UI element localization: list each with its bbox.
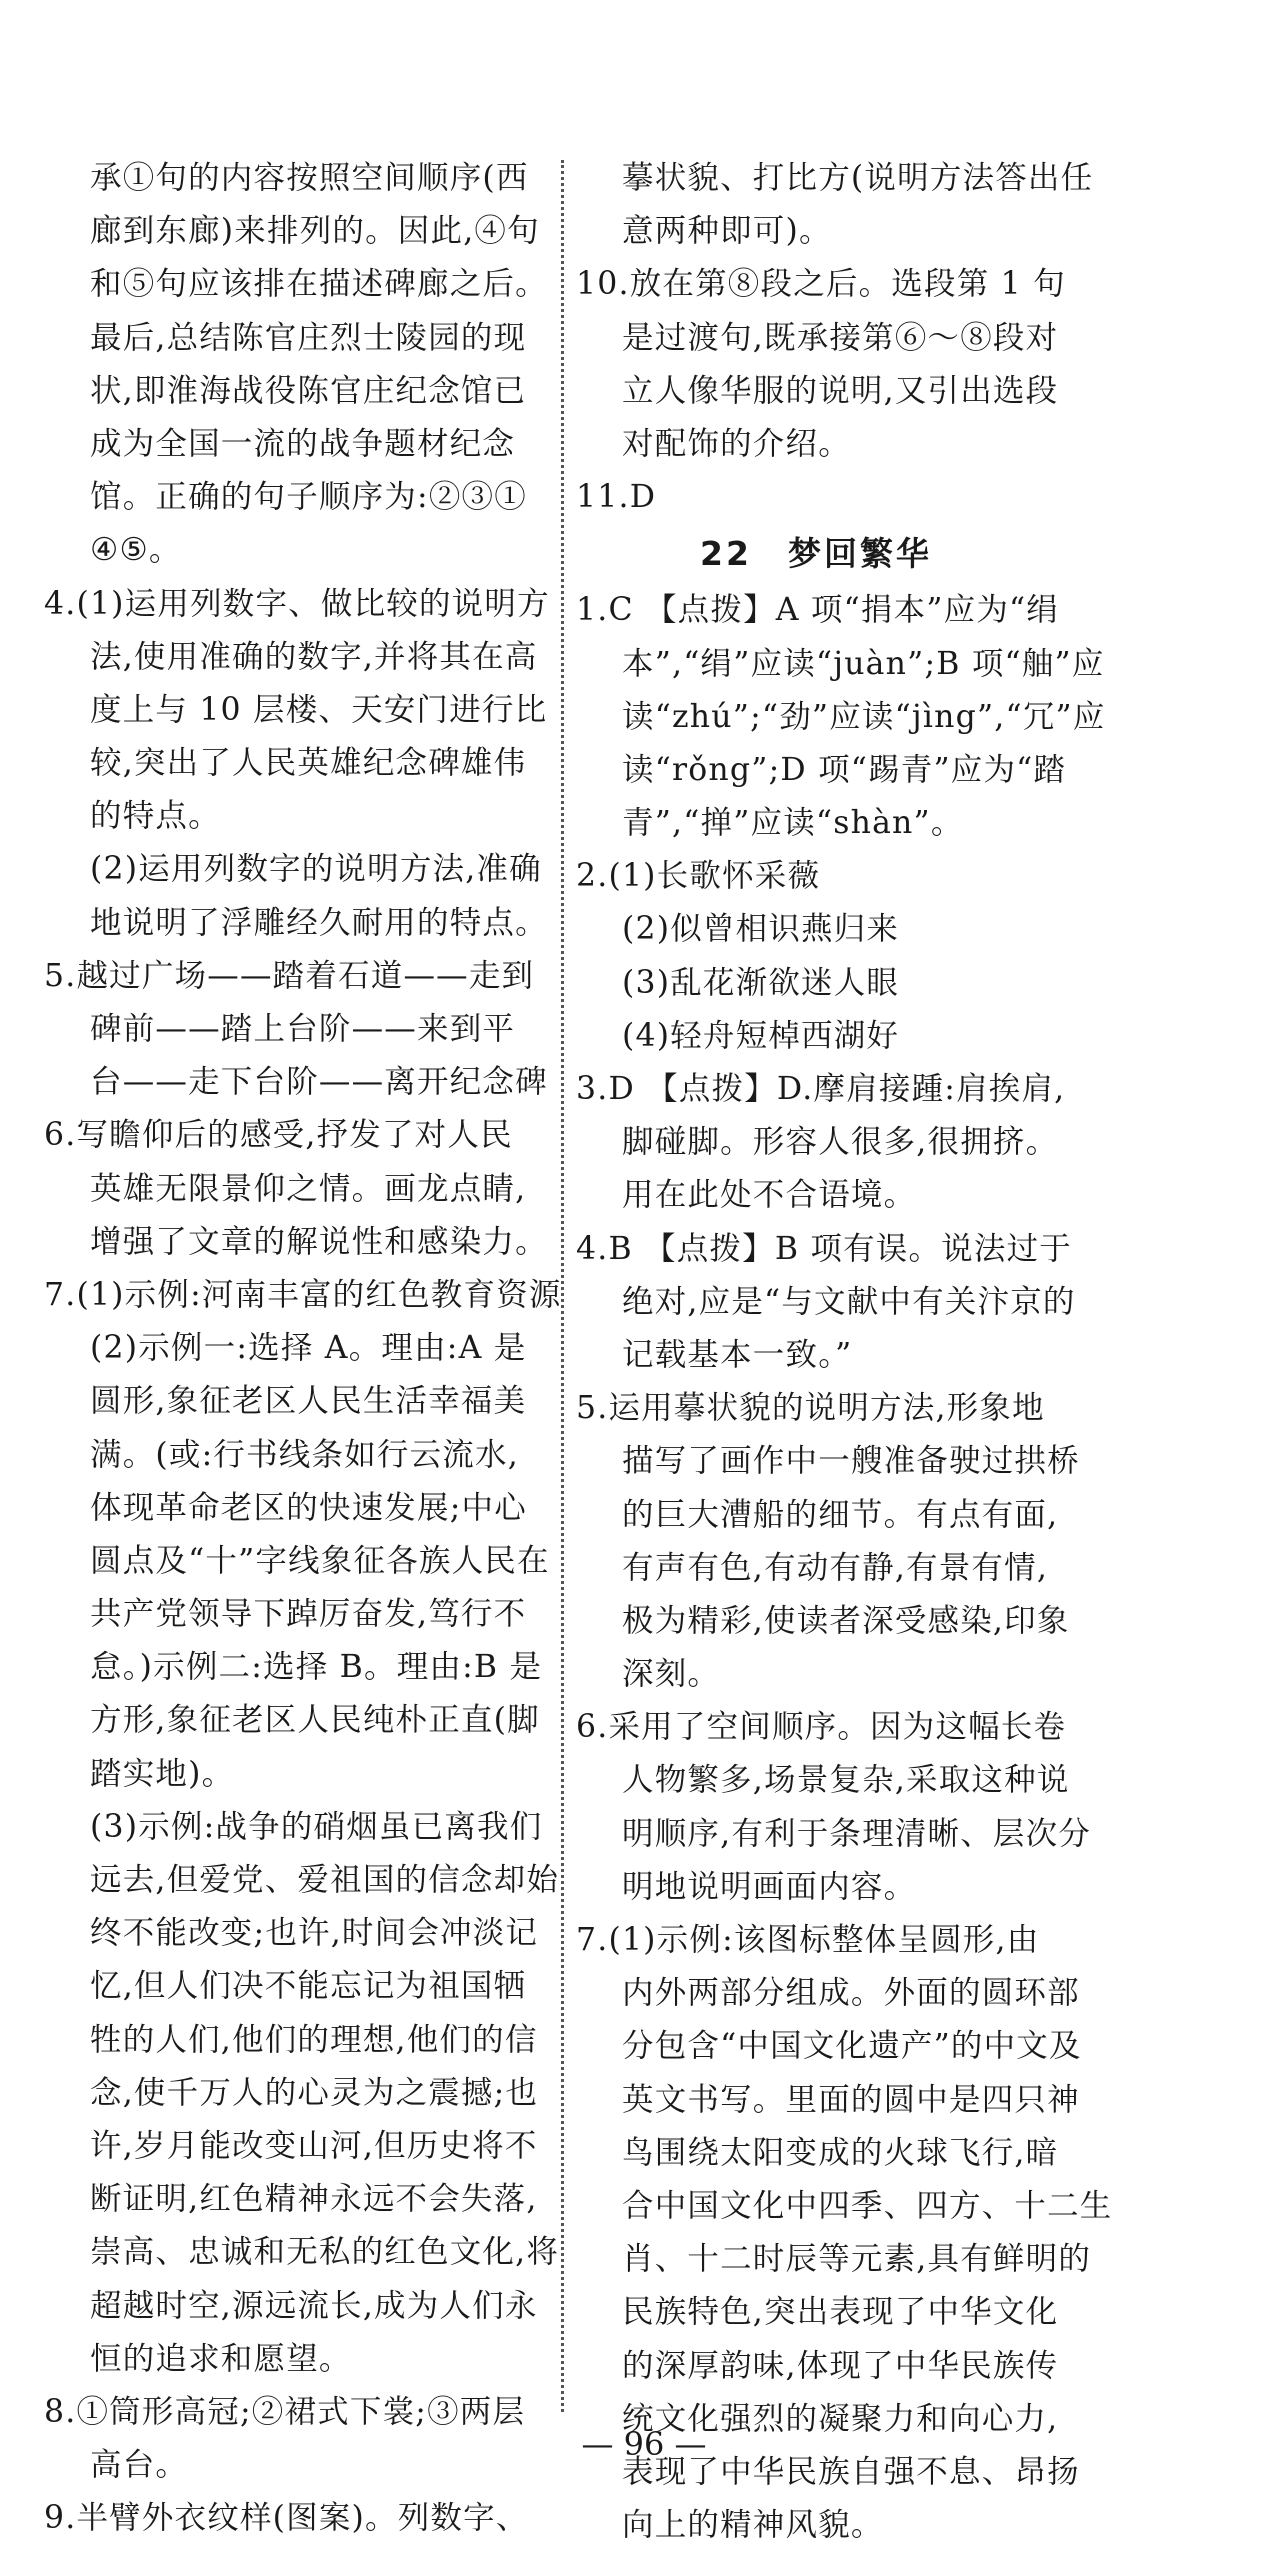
text-line: 念,使千万人的心灵为之震撼;也 [90,2074,539,2111]
text-line: 立人像华服的说明,又引出选段 [622,372,1059,409]
text-line: 较,突出了人民英雄纪念碑雄伟 [90,745,527,782]
text-line: 本”,“绢”应读“juàn”;B 项“舳”应 [622,645,1105,682]
text-line: 是过渡句,既承接第⑥～⑧段对 [622,319,1059,356]
text-line: 馆。正确的句子顺序为:②③① [90,479,527,516]
text-line: 度上与 10 层楼、天安门进行比 [90,691,548,728]
text-line: 表现了中华民族自强不息、昂扬 [622,2453,1080,2490]
text-line: 用在此处不合语境。 [622,1177,917,1214]
text-line: 明顺序,有利于条理清晰、层次分 [622,1815,1092,1852]
text-line: 最后,总结陈官庄烈士陵园的现 [90,319,527,356]
text-line: 读“zhú”;“劲”应读“jìng”,“冗”应 [622,698,1106,735]
text-line: 体现革命老区的快速发展;中心 [90,1489,527,1526]
page-number: — 96 — [581,2425,707,2463]
text-line: 内外两部分组成。外面的圆环部 [622,1975,1080,2012]
text-line: 分包含“中国文化遗产”的中文及 [622,2028,1082,2065]
text-line: 英文书写。里面的圆中是四只神 [622,2081,1080,2118]
text-line: 超越时空,源远流长,成为人们永 [90,2287,538,2324]
text-line: 肖、十二时辰等元素,具有鲜明的 [622,2241,1092,2278]
text-line: 鸟围绕太阳变成的火球飞行,暗 [622,2134,1059,2171]
text-line: 满。(或:行书线条如行云流水, [90,1436,519,1473]
text-line: 台——走下台阶——离开纪念碑 [90,1064,548,1101]
text-line: 2.(1)长歌怀采薇 [576,858,821,895]
text-line: 描写了画作中一艘准备驶过拱桥 [622,1443,1080,1480]
text-line: ④⑤。 [90,532,182,569]
text-line: 统文化强烈的凝聚力和向心力, [622,2400,1059,2437]
text-line: (3)示例:战争的硝烟虽已离我们 [90,1808,543,1845]
text-line: 的特点。 [90,798,221,835]
text-line: 5.运用摹状貌的说明方法,形象地 [576,1390,1045,1427]
text-line: (3)乱花渐欲迷人眼 [622,964,900,1001]
column-divider [561,160,564,2412]
text-line: 4.B 【点拨】B 项有误。说法过于 [576,1230,1072,1267]
text-line: 有声有色,有动有静,有景有情, [622,1549,1049,1586]
text-line: 10.放在第⑧段之后。选段第 1 句 [576,266,1066,303]
text-line: 圆点及“十”字线象征各族人民在 [90,1542,550,1579]
text-line: 9.半臂外衣纹样(图案)。列数字、 [44,2500,529,2537]
text-line: 民族特色,突出表现了中华文化 [622,2294,1059,2331]
right-column [576,152,1113,2552]
text-line: 状,即淮海战役陈官庄纪念馆已 [90,372,527,409]
text-line: 4.(1)运用列数字、做比较的说明方 [44,585,550,622]
text-line: 廊到东廊)来排列的。因此,④句 [90,213,540,250]
text-line: 6.写瞻仰后的感受,抒发了对人民 [44,1117,513,1154]
text-line: 8.①筒形高冠;②裙式下裳;③两层 [44,2393,526,2430]
text-line: 绝对,应是“与文献中有关汴京的 [622,1283,1076,1320]
text-line: 向上的精神风貌。 [622,2507,884,2544]
text-line: 对配饰的介绍。 [622,425,851,462]
right-column-bottom [576,584,1113,2552]
text-line: 许,岁月能改变山河,但历史将不 [90,2127,538,2164]
text-line: 地说明了浮雕经久耐用的特点。 [90,904,548,941]
text-line: 英雄无限景仰之情。画龙点睛, [90,1170,527,1207]
text-line: 的巨大漕船的细节。有点有面, [622,1496,1059,1533]
right-column-top [576,152,1094,524]
text-line: 怠。)示例二:选择 B。理由:B 是 [90,1649,543,1686]
text-line: 碑前——踏上台阶——来到平 [90,1011,516,1047]
text-line: 方形,象征老区人民纯朴正直(脚 [90,1702,540,1739]
text-line: 6.采用了空间顺序。因为这幅长卷 [576,1709,1067,1746]
text-line: 极为精彩,使读者深受感染,印象 [622,1602,1070,1639]
text-line: 崇高、忠诚和无私的红色文化,将 [90,2234,560,2271]
text-line: 和⑤句应该排在描述碑廊之后。 [90,266,548,303]
text-line: 青”,“掸”应读“shàn”。 [622,805,964,842]
text-line: 终不能改变;也许,时间会冲淡记 [90,1915,539,1952]
text-line: 远去,但爱党、爱祖国的信念却始 [90,1862,560,1898]
left-column [44,152,562,2545]
text-line: 共产党领导下踔厉奋发,笃行不 [90,1596,527,1633]
text-line: 恒的追求和愿望。 [90,2340,352,2377]
text-line: 高台。 [90,2447,189,2484]
section-title: 22 梦回繁华 [700,534,932,574]
text-line: 摹状貌、打比方(说明方法答出任 [622,160,1094,196]
text-line: 7.(1)示例:河南丰富的红色教育资源 [44,1276,562,1313]
text-line: 7.(1)示例:该图标整体呈圆形,由 [576,1922,1040,1958]
text-line: 的深厚韵味,体现了中华民族传 [622,2347,1059,2384]
text-line: (2)示例一:选择 A。理由:A 是 [90,1330,527,1367]
text-line: 断证明,红色精神永远不会失落, [90,2181,538,2218]
text-line: 踏实地)。 [90,1755,235,1792]
text-line: 合中国文化中四季、四方、十二生 [622,2187,1113,2224]
text-line: (2)运用列数字的说明方法,准确 [90,851,542,888]
text-line: (2)似曾相识燕归来 [622,911,900,948]
text-line: 牲的人们,他们的理想,他们的信 [90,2021,538,2058]
text-line: 脚碰脚。形容人很多,很拥挤。 [622,1124,1059,1161]
text-line: 记载基本一致。” [622,1336,853,1373]
text-line: 读“rǒng”;D 项“踢青”应为“踏 [622,751,1067,788]
text-line: 圆形,象征老区人民生活幸福美 [90,1383,527,1420]
text-line: 1.C 【点拨】A 项“捐本”应为“绢 [576,592,1060,629]
text-line: 意两种即可)。 [622,213,832,250]
text-line: 深刻。 [622,1656,721,1693]
text-line: 法,使用准确的数字,并将其在高 [90,638,538,675]
text-line: 5.越过广场——踏着石道——走到 [44,957,535,994]
text-line: 成为全国一流的战争题材纪念 [90,425,516,462]
text-line: 增强了文章的解说性和感染力。 [90,1223,548,1260]
text-line: 承①句的内容按照空间顺序(西 [90,160,529,196]
text-line: 人物繁多,场景复杂,采取这种说 [622,1762,1070,1799]
text-line: (4)轻舟短棹西湖好 [622,1017,900,1054]
text-line: 3.D 【点拨】D.摩肩接踵:肩挨肩, [576,1071,1066,1107]
text-line: 忆,但人们决不能忘记为祖国牺 [90,1968,527,2005]
text-line: 明地说明画面内容。 [622,1868,917,1905]
text-line: 11.D [576,479,657,516]
